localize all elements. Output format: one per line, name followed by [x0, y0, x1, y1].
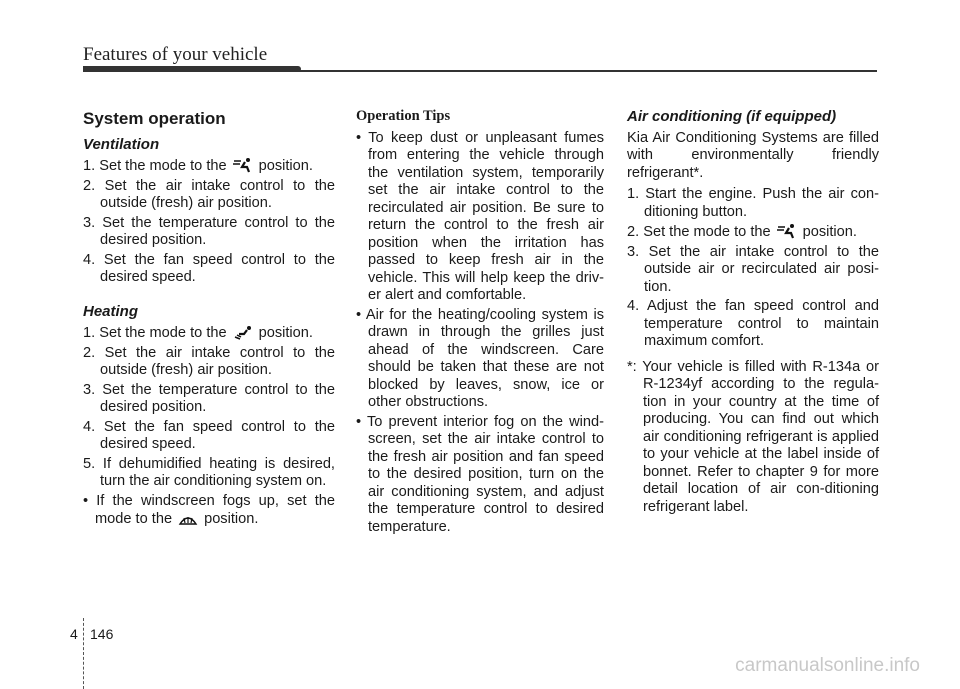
- face-vent-mode-icon: [232, 157, 254, 173]
- operation-tips-heading: Operation Tips: [356, 108, 451, 124]
- footer-divider: [83, 618, 85, 689]
- ventilation-step-1: [83, 157, 335, 176]
- heating-step-1: [83, 324, 335, 343]
- face-vent-mode-icon: [776, 223, 798, 239]
- heating-step-2: 2. Set the air intake control to the outside (fresh) air position.: [83, 344, 335, 378]
- ac-step-4: 4. Adjust the fan speed control and temperature control to maintain maximum comfort.: [627, 298, 879, 349]
- right-column: [627, 108, 879, 516]
- heating-bullet-text: • If the windscreen fogs up, set the mode to the: [83, 492, 335, 527]
- air-conditioning-heading: Air conditioning (if equipped): [627, 108, 837, 125]
- ac-step-2-text-end: position.: [802, 224, 857, 240]
- heating-step-1-text-end: position.: [258, 325, 313, 341]
- heating-heading: Heating: [83, 302, 139, 320]
- header-rule-thin: [83, 70, 877, 72]
- heating-step-3: 3. Set the temperature control to the desired position.: [83, 381, 335, 415]
- ventilation-step-1-text-end: position.: [258, 158, 313, 174]
- ventilation-step-3: 3. Set the temperature control to the desired position.: [83, 214, 335, 248]
- ac-step-2: [627, 223, 879, 242]
- system-operation-heading: System operation: [83, 109, 226, 128]
- operation-tip-1: • To keep dust or unpleasant fumes from entering the vehicle through the ventilation system, temporarily set the air intake control to the recirculated air position. Be sure to return the control to the fresh air position when the irritation has passed to keep fresh air in the vehicle. This will help keep the driv-er alert and comfortable.: [356, 129, 604, 303]
- operation-tip-3: • To prevent interior fog on the wind-screen, set the air intake control to the fresh air position and fan speed to the desired position, turn on the air conditioning system, and adjust the temperature control to desired temperature.: [356, 413, 604, 535]
- ac-step-1: 1. Start the engine. Push the air con-ditioning button.: [627, 186, 879, 220]
- air-conditioning-intro: Kia Air Conditioning Systems are filled with environmentally friendly refrigerant*.: [627, 129, 879, 181]
- ac-step-2-text: 2. Set the mode to the: [627, 224, 771, 240]
- heating-bullet-defrost: [83, 493, 335, 529]
- page-header-title: Features of your vehicle: [83, 44, 268, 65]
- heating-step-4: 4. Set the fan speed control to the desired speed.: [83, 418, 335, 452]
- heating-step-5: 5. If dehumidified heating is desired, turn the air conditioning system on.: [83, 455, 335, 489]
- left-column: [83, 108, 335, 531]
- refrigerant-footnote: *: Your vehicle is filled with R-134a or R-1234yf according to the regula-tion in your country at the time of producing. You can find out which air conditioning refrigerant is applied to your vehicle at the label inside of bonnet. Refer to chapter 9 for more detail location of air con-ditioning refrigerant label.: [627, 358, 879, 515]
- heating-step-1-text: 1. Set the mode to the: [83, 325, 227, 341]
- heating-bullet-text-end: position.: [204, 511, 259, 527]
- operation-tip-2: • Air for the heating/cooling system is drawn in through the grilles just ahead of the windscreen. Care should be taken that these are not blocked by leaves, snow, ice or other obstructions.: [356, 306, 604, 410]
- middle-column: [356, 108, 604, 538]
- page-number: 146: [90, 626, 114, 642]
- chapter-number: 4: [70, 626, 78, 642]
- watermark: carmanualsonline.info: [735, 655, 920, 676]
- ventilation-step-4: 4. Set the fan speed control to the desired speed.: [83, 251, 335, 285]
- ventilation-step-2: 2. Set the air intake control to the outside (fresh) air position.: [83, 177, 335, 211]
- ventilation-heading: Ventilation: [83, 135, 160, 153]
- floor-vent-mode-icon: [232, 324, 254, 340]
- ventilation-step-1-text: 1. Set the mode to the: [83, 158, 227, 174]
- ac-step-3: 3. Set the air intake control to the outside air or recirculated air posi-tion.: [627, 243, 879, 295]
- defrost-mode-icon: [177, 510, 199, 526]
